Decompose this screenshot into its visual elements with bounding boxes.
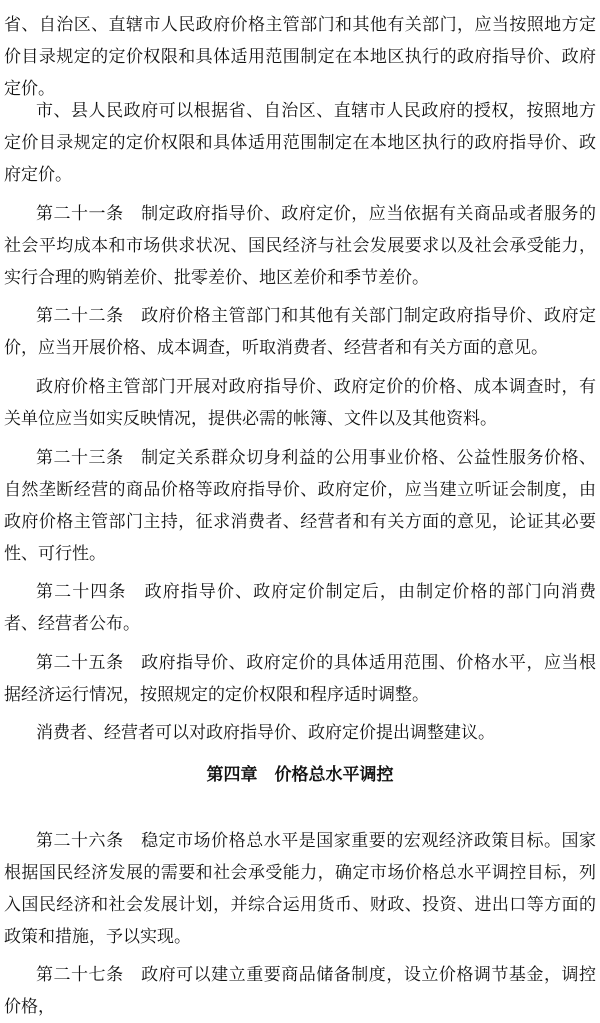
paragraph-article-25: 第二十五条 政府指导价、政府定价的具体适用范围、价格水平，应当根据经济运行情况，按照规定的定价权限和程序适时调整。 (4, 653, 596, 705)
paragraph-city-county-pricing: 市、县人民政府可以根据省、自治区、直辖市人民政府的授权，按照地方定价目录规定的定价权限和具体适用范围制定在本地区执行的政府指导价、政府定价。 (4, 101, 596, 185)
paragraph-article-23: 第二十三条 制定关系群众切身利益的公用事业价格、公益性服务价格、自然垄断经营的商品价格等政府指导价、政府定价，应当建立听证会制度，由政府价格主管部门主持，征求消费者、经营者和有关方面的意见，论证其必要性、可行性。 (4, 448, 596, 564)
paragraph-article-24: 第二十四条 政府指导价、政府定价制定后，由制定价格的部门向消费者、经营者公布。 (4, 582, 596, 634)
paragraph-cost-investigation: 政府价格主管部门开展对政府指导价、政府定价的价格、成本调查时，有关单位应当如实反映情况，提供必需的帐簿、文件以及其他资料。 (4, 377, 596, 429)
paragraph-adjustment-suggestion: 消费者、经营者可以对政府指导价、政府定价提出调整建议。 (36, 723, 495, 743)
paragraph-article-27: 第二十七条 政府可以建立重要商品储备制度，设立价格调节基金，调控价格， (4, 965, 596, 1017)
paragraph-article-22: 第二十二条 政府价格主管部门和其他有关部门制定政府指导价、政府定价，应当开展价格、成本调查，听取消费者、经营者和有关方面的意见。 (4, 306, 596, 358)
paragraph-article-26: 第二十六条 稳定市场价格总水平是国家重要的宏观经济政策目标。国家根据国民经济发展的需要和社会承受能力，确定市场价格总水平调控目标，列入国民经济和社会发展计划，并综合运用货币、财政、投资、进出口等方面的政策和措施，予以实现。 (4, 831, 596, 947)
paragraph-provincial-pricing: 省、自治区、直辖市人民政府价格主管部门和其他有关部门，应当按照地方定价目录规定的定价权限和具体适用范围制定在本地区执行的政府指导价、政府定价。 (4, 15, 596, 99)
chapter-heading: 第四章 价格总水平调控 (206, 765, 394, 785)
paragraph-article-21: 第二十一条 制定政府指导价、政府定价，应当依据有关商品或者服务的社会平均成本和市场供求状况、国民经济与社会发展要求以及社会承受能力，实行合理的购销差价、批零差价、地区差价和季节差价。 (4, 204, 596, 288)
